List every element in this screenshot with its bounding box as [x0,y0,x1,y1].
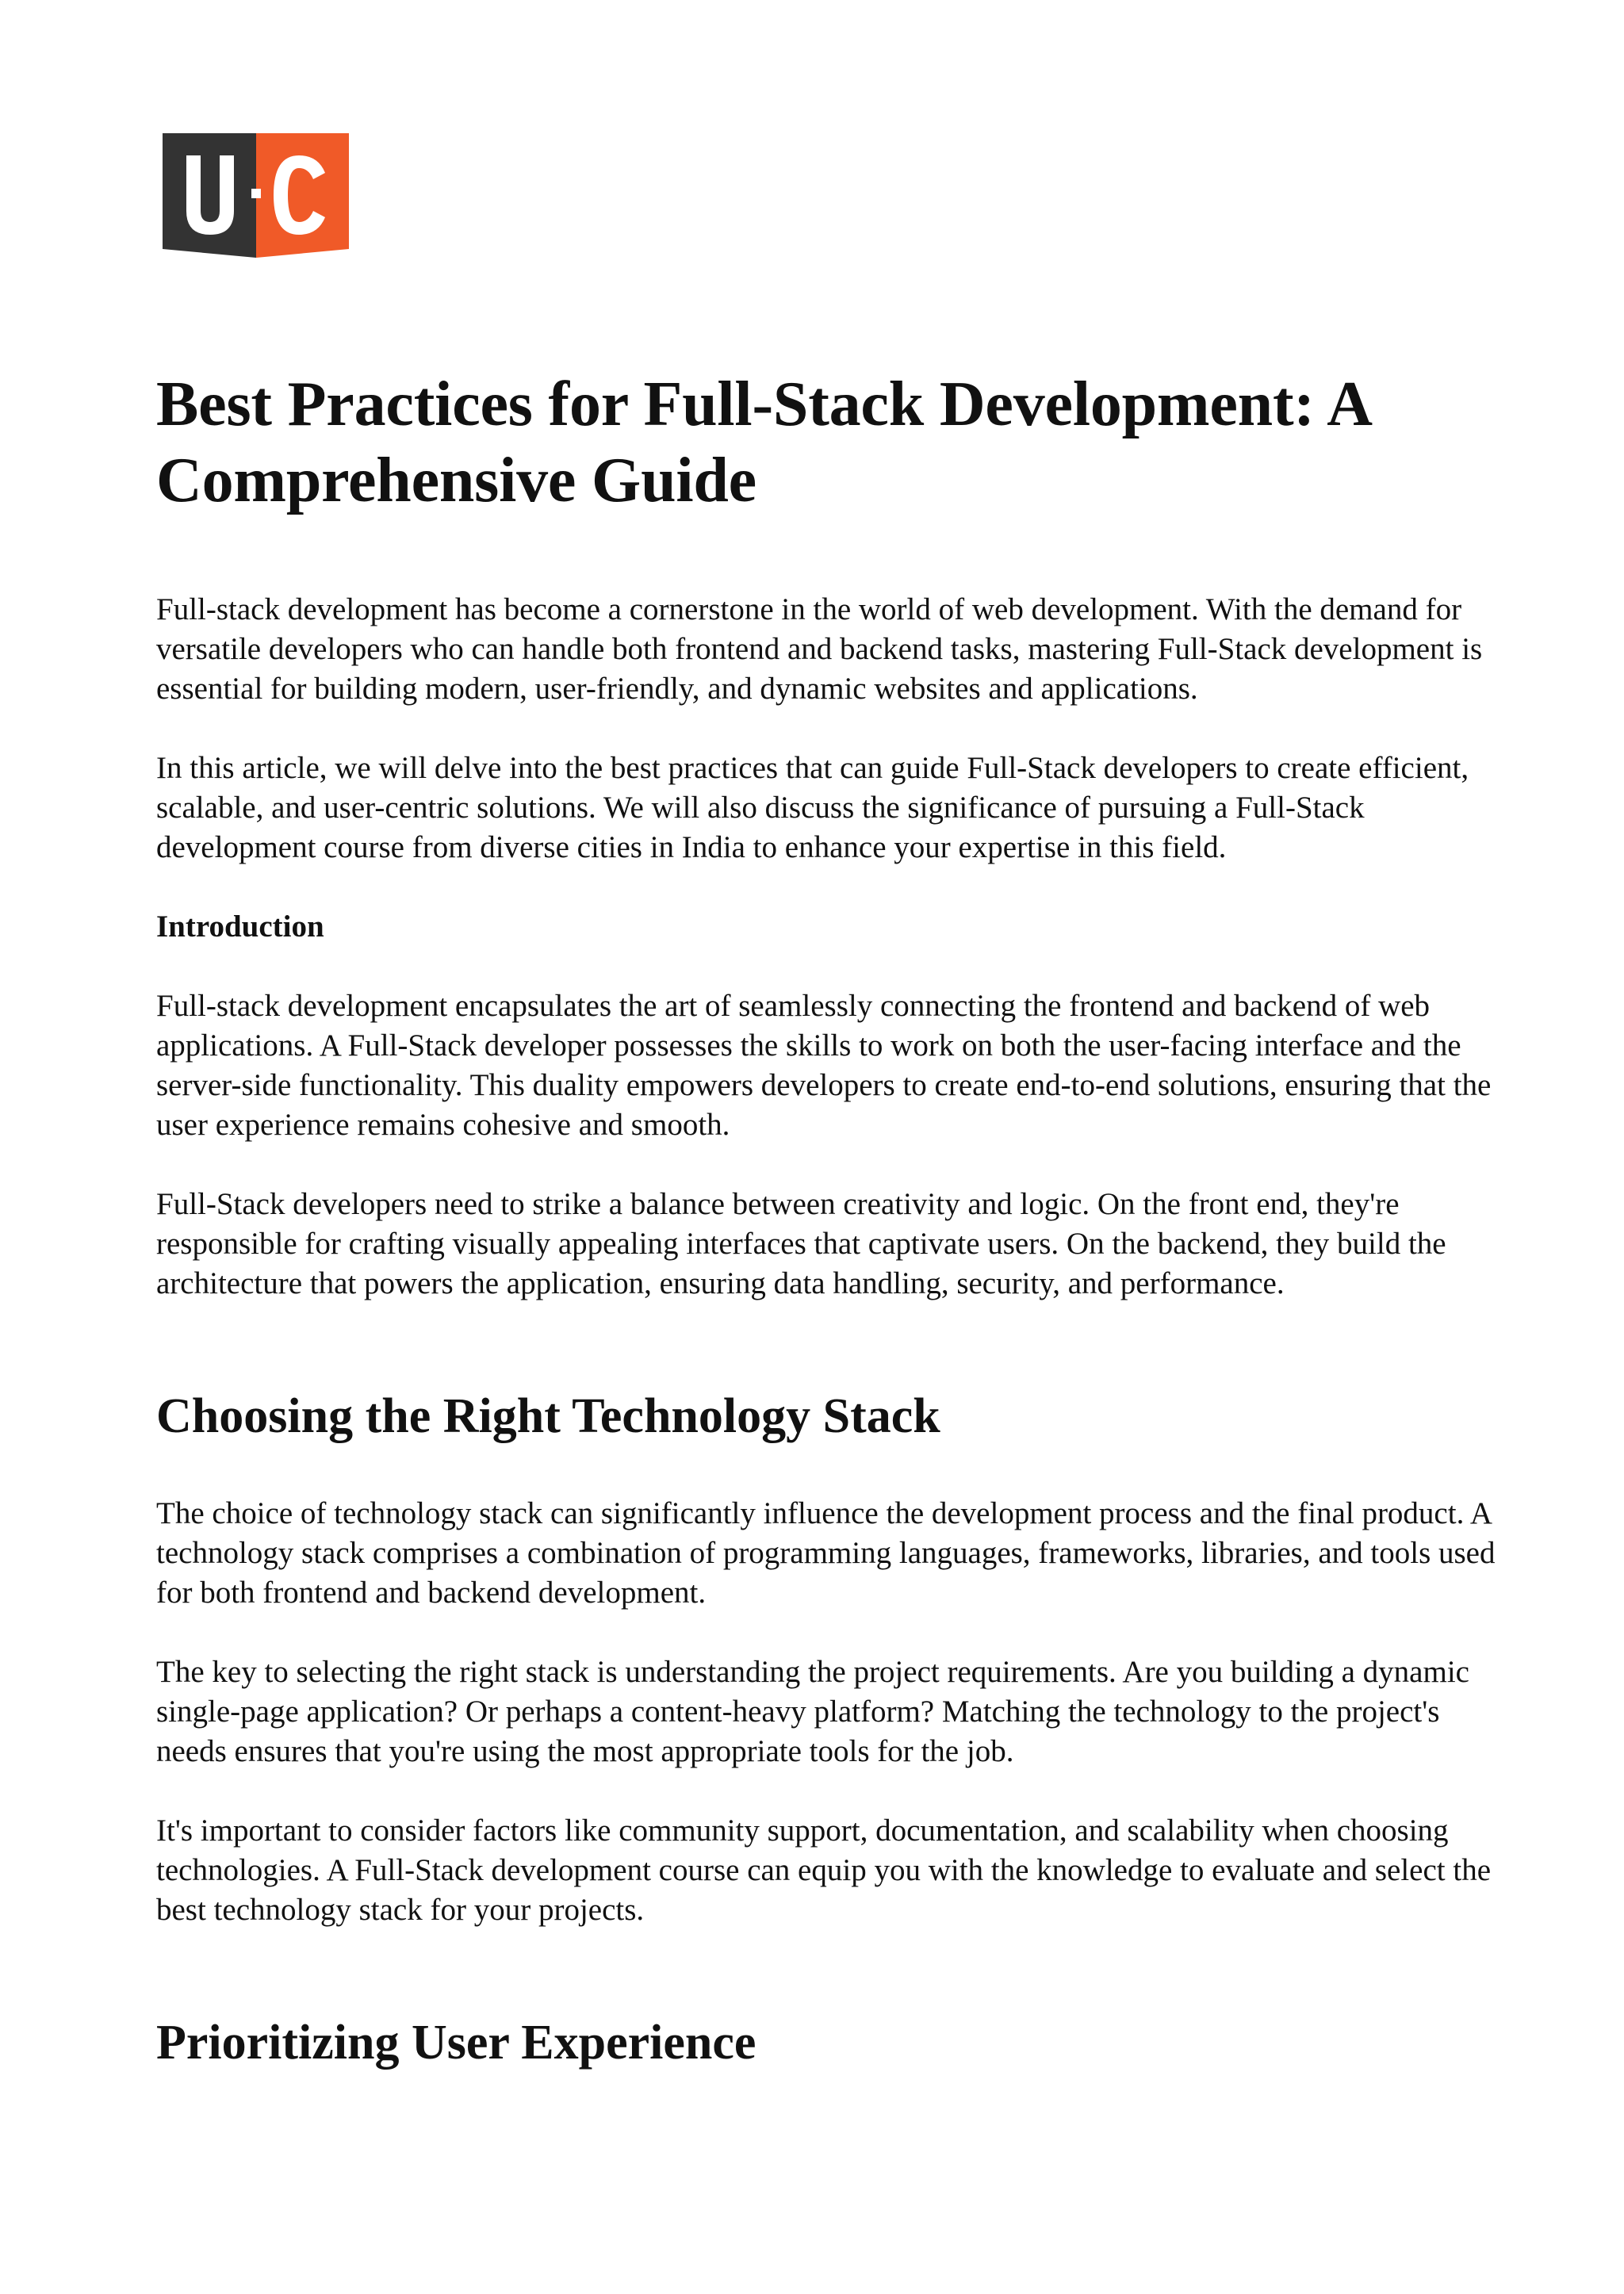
technology-stack-paragraph-3: It's important to consider factors like community support, documentation, and scalability when choosing technologies. A Full-Stack development course can equip you with the knowledge to evaluate and select the best technology stack for your projects. [156,1813,1492,1927]
introduction-paragraph-1: Full-stack development encapsulates the art of seamlessly connecting the frontend and backend of web applications. A Full-Stack developer possesses the skills to work on both the user-facing interface and the server-side functionality. This duality empowers developers to create end-to-end solutions, ensuring that the user experience remains cohesive and smooth. [156,989,1492,1142]
section-heading-user-experience: Prioritizing User Experience [156,2016,756,2070]
intro-paragraph-1: Full-stack development has become a cornerstone in the world of web development. With the demand for versatile developers who can handle both frontend and backend tasks, mastering Full-Stack development is essential for building modern, user-friendly, and dynamic websites and applications. [156,592,1483,706]
section-heading-technology-stack: Choosing the Right Technology Stack [156,1389,940,1443]
intro-paragraph-2: In this article, we will delve into the best practices that can guide Full-Stack developers to create efficient, scalable, and user-centric solutions. We will also discuss the significance of pursuing a Full-Stack development course from diverse cities in India to enhance your expertise in this field. [156,751,1469,864]
article-title: Best Practices for Full-Stack Development: A Comprehensive Guide [156,370,1369,515]
technology-stack-paragraph-2: The key to selecting the right stack is understanding the project requirements. Are you building a dynamic single-page application? Or perhaps a content-heavy platform? Matching the technology to the project's needs ensures that you're using the most appropriate tools for the job. [156,1655,1469,1768]
technology-stack-paragraph-1: The choice of technology stack can significantly influence the development process and the final product. A technology stack comprises a combination of programming languages, frameworks, libraries, and tools used for both frontend and backend development. [156,1496,1496,1610]
introduction-heading: Introduction [156,910,324,944]
uc-logo-mark [163,133,349,258]
article-body [156,366,1504,2071]
introduction-paragraph-2: Full-Stack developers need to strike a balance between creativity and logic. On the front end, they're responsible for crafting visually appealing interfaces that captivate users. On the backend, they build the architecture that powers the application, ensuring data handling, security, and performance. [156,1187,1446,1300]
uc-logo [163,133,349,258]
